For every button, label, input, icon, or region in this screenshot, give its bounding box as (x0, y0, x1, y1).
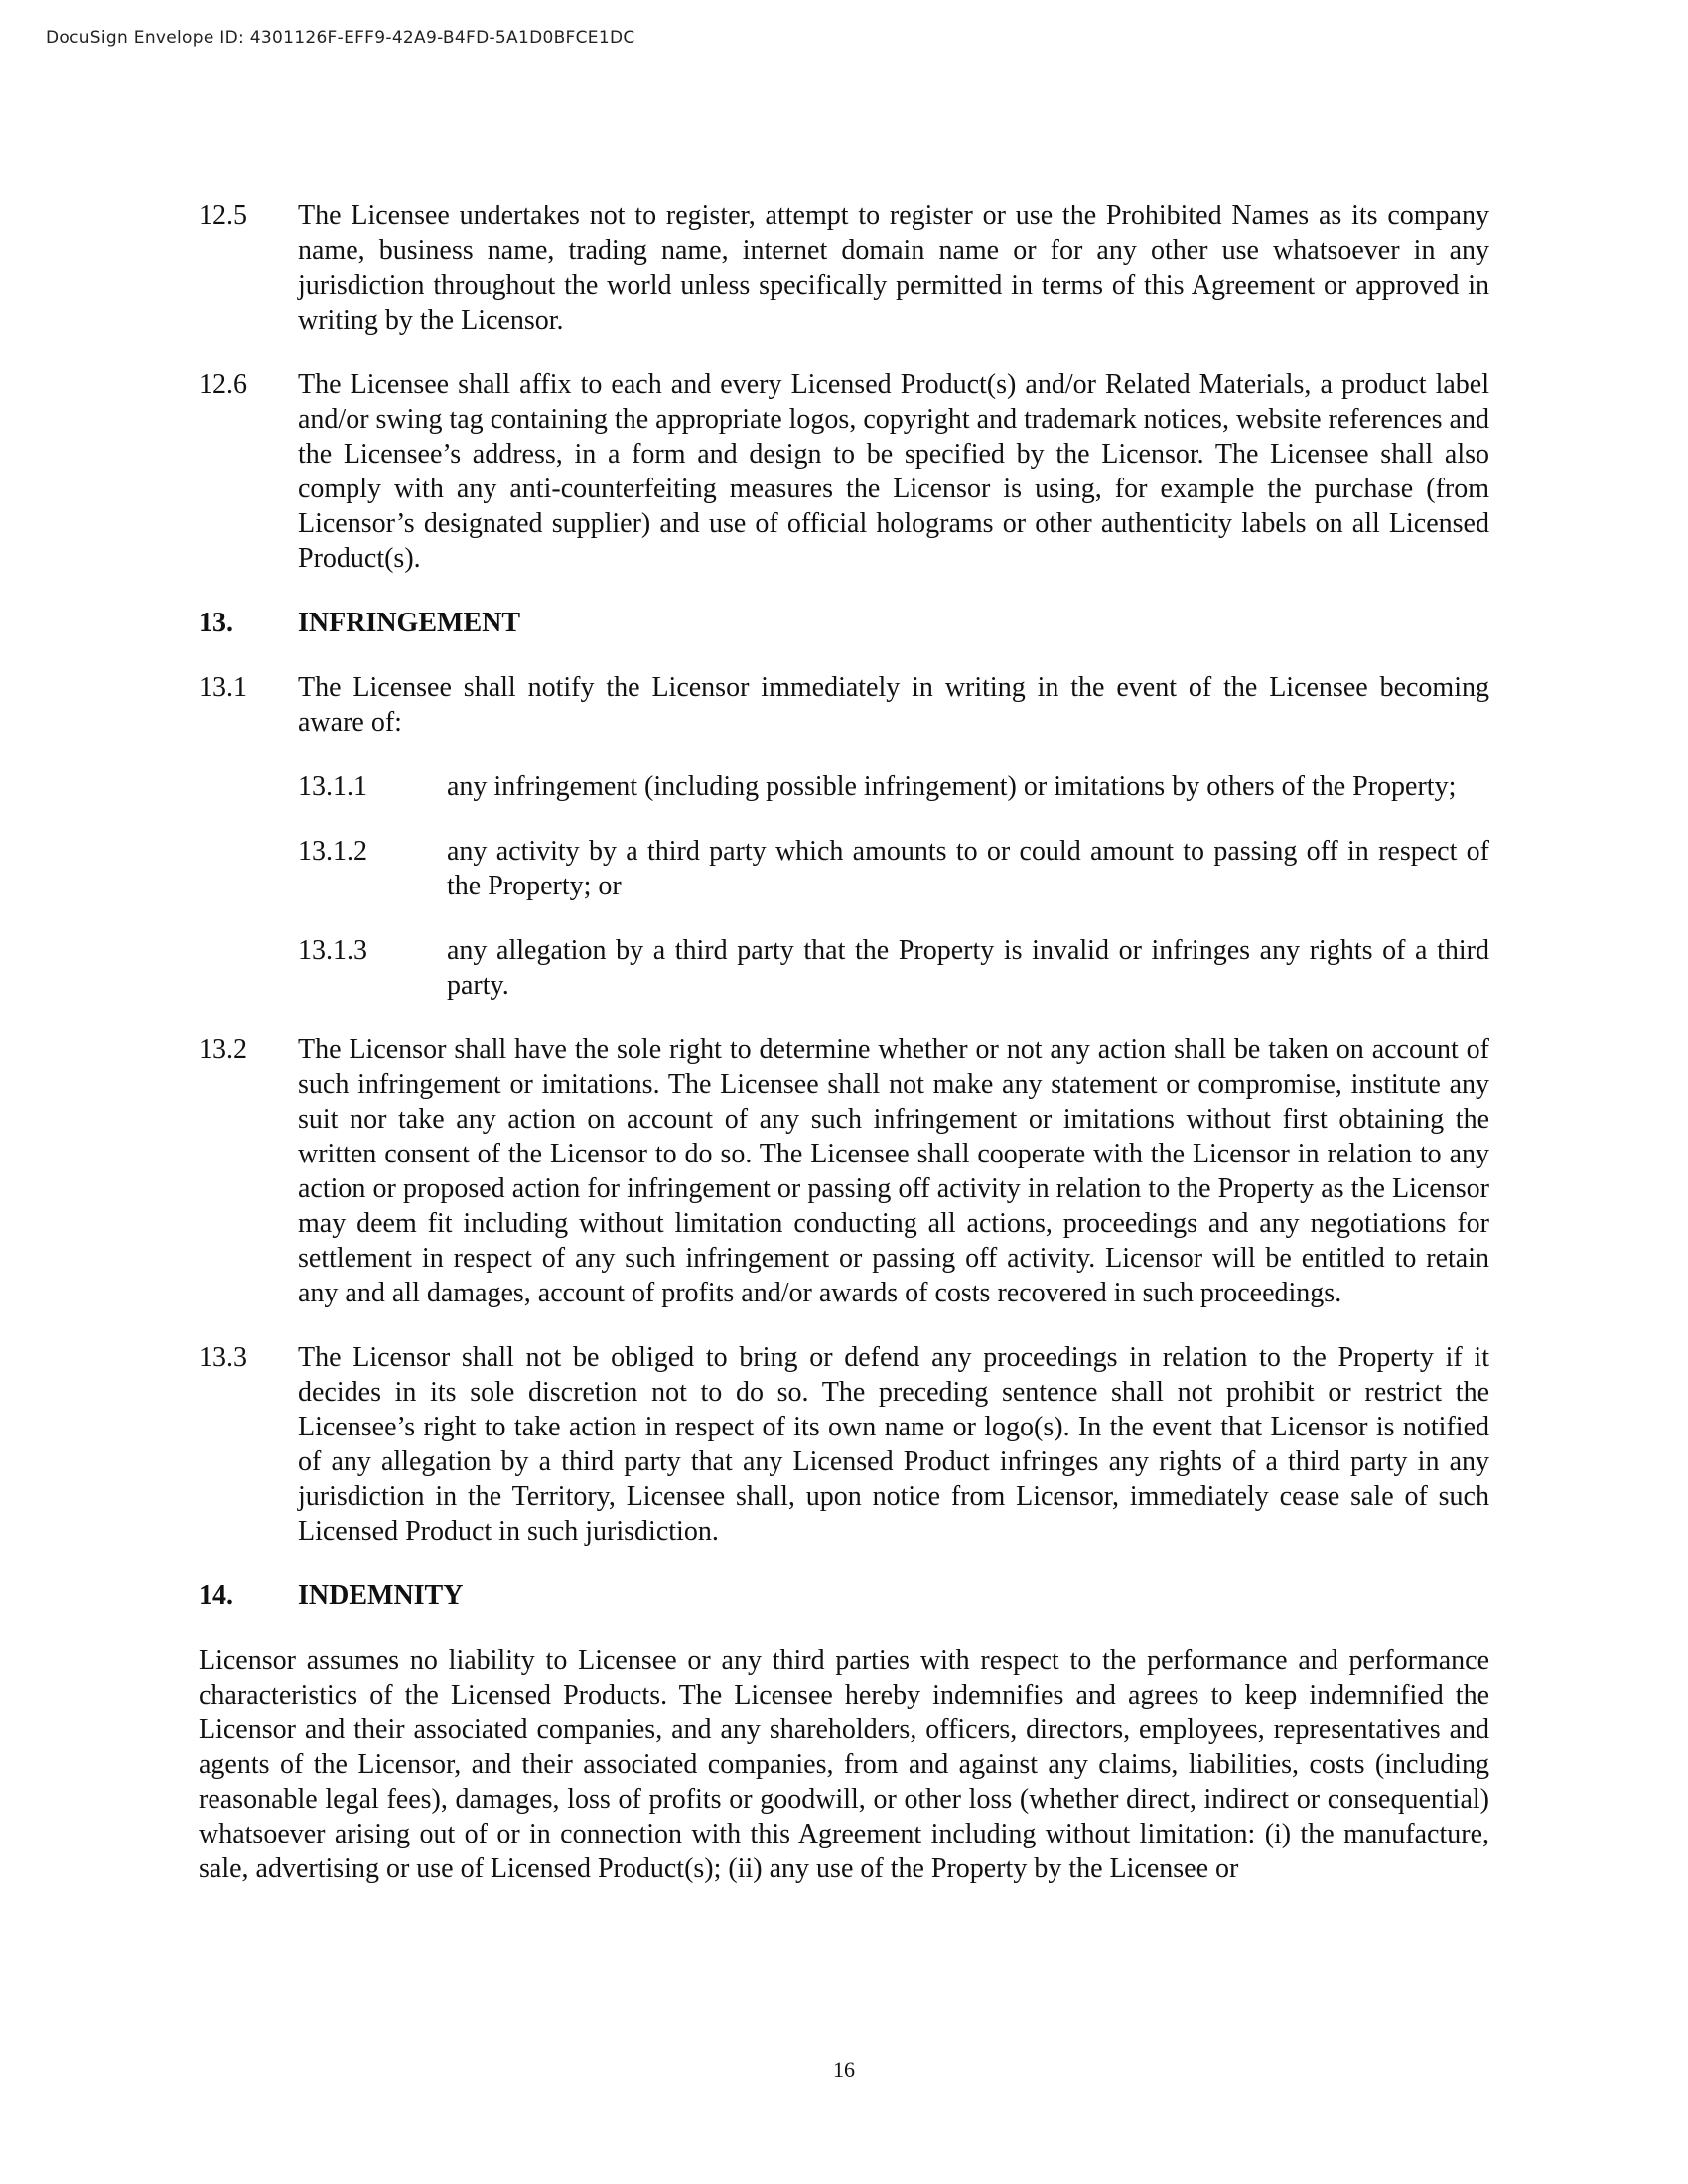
clause-number: 13.3 (199, 1342, 247, 1373)
clause-number: 12.5 (199, 201, 247, 231)
section-title: INFRINGEMENT (298, 608, 521, 638)
subclause-text: any allegation by a third party that the Property is invalid or infringes any rights of a third party. (447, 935, 1489, 1001)
indemnity-paragraph: Licensor assumes no liability to Licensee or any third parties with respect to the performance and performance characteristics of the Licensed Products. The Licensee hereby indemnifies and agrees to keep indemnified the Licensor and their associated companies, and any shareholders, officers, directors, employees, representatives and agents of the Licensor, and their associated companies, from and against any claims, liabilities, costs (including reasonable legal fees), damages, loss of profits or goodwill, or other loss (whether direct, indirect or consequential) whatsoever arising out of or in connection with this Agreement including without limitation: (i) the manufacture, sale, advertising or use of Licensed Product(s); (ii) any use of the Property by the Licensee or (199, 1645, 1489, 1884)
subclause-13-1-2 (298, 834, 1489, 903)
clause-13-3 (199, 1340, 1489, 1549)
clause-13-2 (199, 1032, 1489, 1310)
clause-12-6 (199, 367, 1489, 576)
clause-text: The Licensor shall not be obliged to bring or defend any proceedings in relation to the Property if it decides in its sole discretion not to do so. The preceding sentence shall not prohibit or restrict the Licensee’s right to take action in respect of its own name or logo(s). In the event that Licensor is notified of any allegation by a third party that any Licensed Product infringes any rights of a third party in any jurisdiction in the Territory, Licensee shall, upon notice from Licensor, immediately cease sale of such Licensed Product in such jurisdiction. (298, 1342, 1489, 1547)
subclause-text: any activity by a third party which amounts to or could amount to passing off in respect of the Property; or (447, 836, 1489, 901)
subclause-text: any infringement (including possible infringement) or imitations by others of the Property; (447, 771, 1457, 802)
section-number: 13. (199, 608, 233, 638)
section-title: INDEMNITY (298, 1580, 464, 1611)
clause-13-1 (199, 670, 1489, 740)
clause-text: The Licensor shall have the sole right to determine whether or not any action shall be taken on account of such infringement or imitations. The Licensee shall not make any statement or compromise, institute any suit nor take any action on account of any such infringement or imitations without first obtaining the written consent of the Licensor to do so. The Licensee shall cooperate with the Licensor in relation to any action or proposed action for infringement or passing off activity in relation to the Property as the Licensor may deem fit including without limitation conducting all actions, proceedings and any negotiations for settlement in respect of any such infringement or passing off activity. Licensor will be entitled to retain any and all damages, account of profits and/or awards of costs recovered in such proceedings. (298, 1034, 1489, 1308)
clause-text: The Licensee shall affix to each and every Licensed Product(s) and/or Related Materials, a product label and/or swing tag containing the appropriate logos, copyright and trademark notices, website references and the Licensee’s address, in a form and design to be specified by the Licensor. The Licensee shall also comply with any anti-counterfeiting measures the Licensor is using, for example the purchase (from Licensor’s designated supplier) and use of official holograms or other authenticity labels on all Licensed Product(s). (298, 369, 1489, 574)
section-heading-indemnity (199, 1578, 1489, 1613)
clause-number: 13.1 (199, 672, 247, 703)
subclause-number: 13.1.2 (298, 836, 367, 867)
page-number: 16 (833, 2057, 855, 2082)
clause-number: 12.6 (199, 369, 247, 400)
clause-text: The Licensee undertakes not to register, attempt to register or use the Prohibited Names as its company name, business name, trading name, internet domain name or for any other use whatsoever in any jurisdiction throughout the world unless specifically permitted in terms of this Agreement or approved in writing by the Licensor. (298, 201, 1489, 336)
section-heading-infringement (199, 606, 1489, 640)
section-number: 14. (199, 1580, 233, 1611)
document-body (199, 199, 1489, 1886)
clause-12-5 (199, 199, 1489, 338)
docusign-envelope-id: DocuSign Envelope ID: 4301126F-EFF9-42A9-B4FD-5A1D0BFCE1DC (46, 28, 635, 48)
clause-number: 13.2 (199, 1034, 247, 1065)
subclause-13-1-1 (298, 769, 1489, 804)
clause-text: The Licensee shall notify the Licensor immediately in writing in the event of the Licensee becoming aware of: (298, 672, 1489, 738)
subclause-number: 13.1.1 (298, 771, 367, 802)
subclause-number: 13.1.3 (298, 935, 367, 966)
subclause-13-1-3 (298, 933, 1489, 1003)
